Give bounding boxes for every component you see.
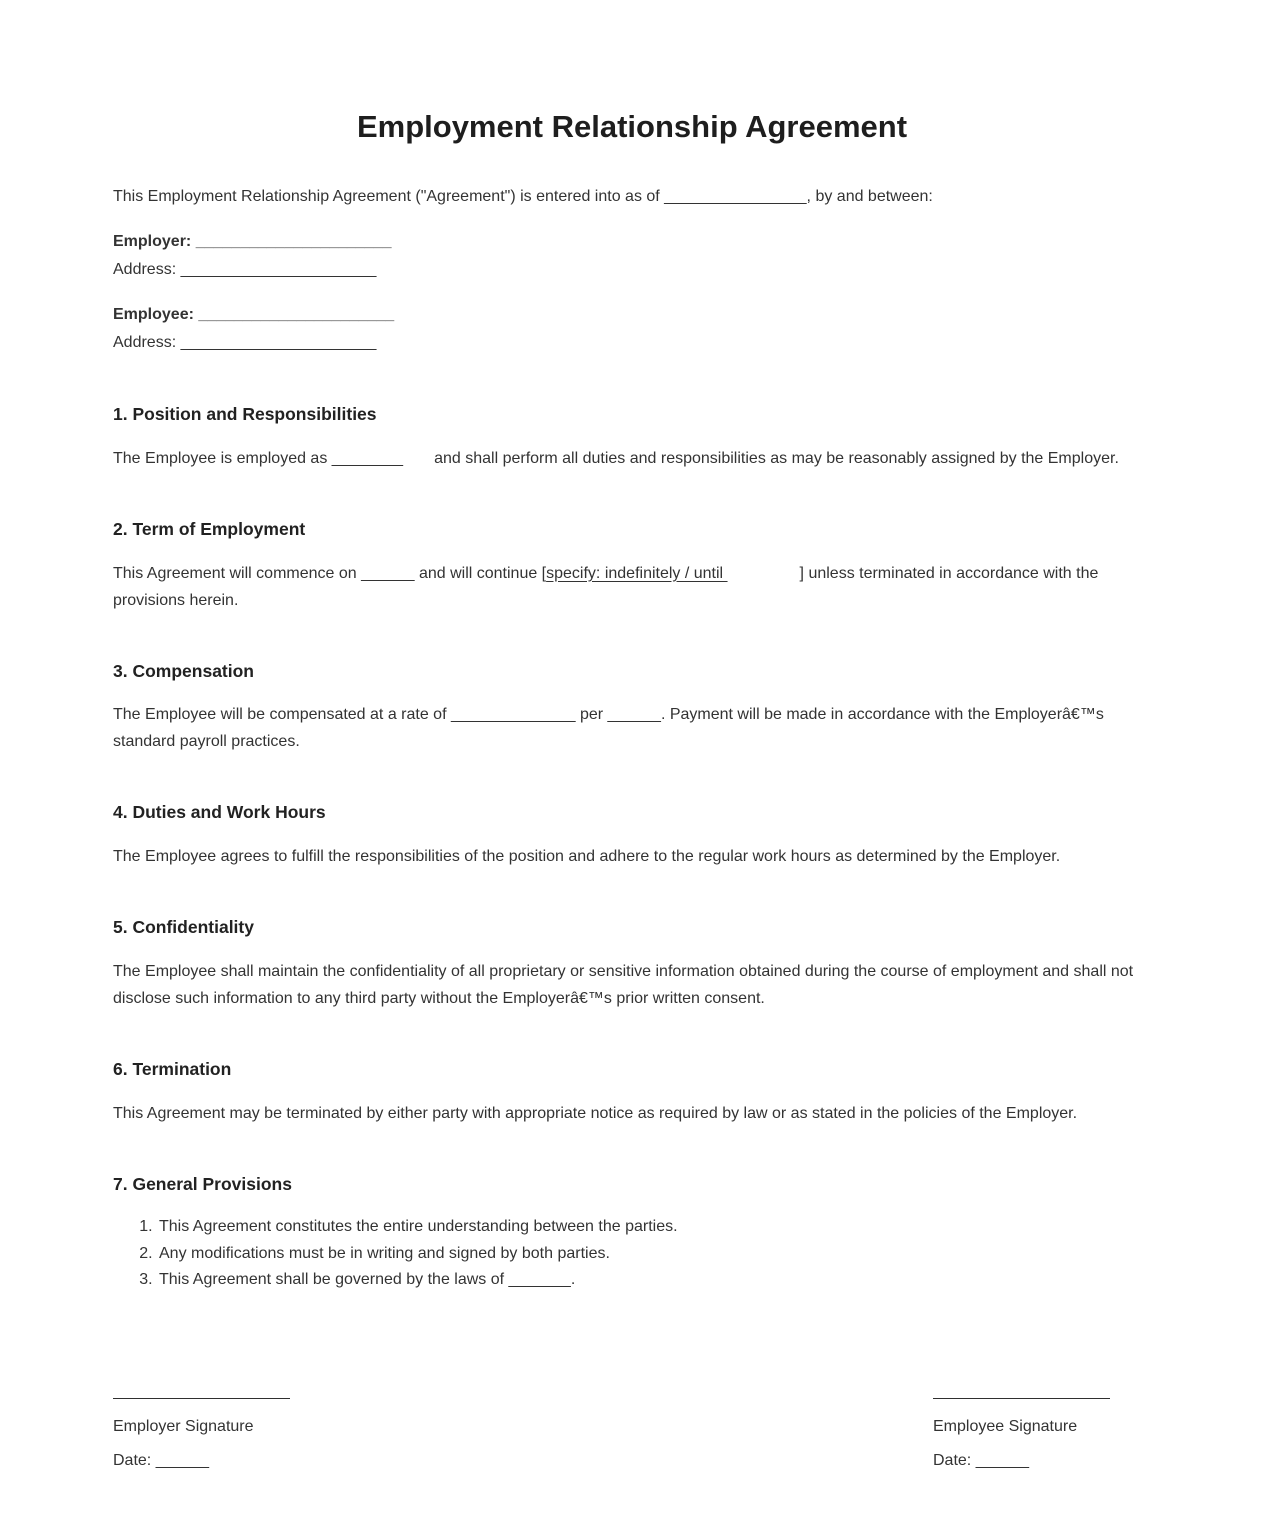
provision-item: 3. This Agreement shall be governed by the laws of _______.	[157, 1267, 1151, 1294]
section-position	[113, 403, 1151, 472]
employee-address-label: Address:	[113, 334, 177, 352]
employer-signature-block	[113, 1398, 290, 1474]
section-confidentiality-heading: 5. Confidentiality	[113, 917, 254, 938]
employee-address-line	[113, 329, 1151, 357]
section-termination	[113, 1058, 1151, 1127]
employee-block	[113, 301, 1151, 357]
employee-line	[113, 301, 1151, 329]
provision-item: 1. This Agreement constitutes the entire understanding between the parties.	[157, 1214, 1151, 1241]
section-confidentiality-body: The Employee shall maintain the confidentiality of all proprietary or sensitive information obtained during the course of employment and shall not disclose such information to any third party without the Employerâ€™s prior written consent.	[113, 962, 1134, 1007]
employer-address-blank: ______________________	[180, 261, 377, 279]
section-term-heading: 2. Term of Employment	[113, 518, 306, 539]
section-position-heading: 1. Position and Responsibilities	[113, 404, 377, 425]
term-text-before: This Agreement will commence on ______ and will continue [	[113, 564, 547, 582]
term-specify-underlined: specify: indefinitely / until	[546, 564, 728, 582]
section-compensation-body: The Employee will be compensated at a rate of ______________ per ______. Payment will be made in accordance with the Employerâ€™s standard payroll practices.	[113, 706, 1104, 751]
employer-line	[113, 228, 1151, 256]
employee-signature-line	[933, 1398, 1110, 1399]
section-compensation	[113, 660, 1151, 756]
section-duties	[113, 801, 1151, 870]
general-provisions-list	[113, 1214, 1151, 1294]
employer-label: Employer:	[113, 233, 192, 251]
section-term-body	[113, 560, 1151, 614]
employer-address-label: Address:	[113, 261, 177, 279]
section-general-provisions	[113, 1173, 1151, 1294]
section-compensation-heading: 3. Compensation	[113, 660, 254, 681]
employer-signature-line	[113, 1398, 290, 1399]
employer-signature-label: Employer Signature	[113, 1417, 254, 1435]
employer-date-line: Date: ______	[113, 1451, 210, 1469]
term-text-after: ] unless terminated in accordance with the provisions herein.	[113, 564, 1099, 609]
section-duties-heading: 4. Duties and Work Hours	[113, 802, 326, 823]
section-confidentiality	[113, 916, 1151, 1012]
employee-signature-block	[933, 1398, 1151, 1474]
employer-block	[113, 228, 1151, 284]
section-termination-heading: 6. Termination	[113, 1058, 232, 1079]
document-title: Employment Relationship Agreement	[356, 109, 908, 144]
employee-date-line: Date: ______	[933, 1451, 1030, 1469]
intro-paragraph: This Employment Relationship Agreement ("Agreement") is entered into as of ________________, by and between:	[113, 188, 933, 206]
section-position-body: The Employee is employed as ________ and shall perform all duties and responsibilities as may be reasonably assigned by the Employer.	[113, 449, 1119, 467]
employer-address-line	[113, 256, 1151, 284]
provision-item: 2. Any modifications must be in writing and signed by both parties.	[157, 1241, 1151, 1268]
section-duties-body: The Employee agrees to fulfill the responsibilities of the position and adhere to the regular work hours as determined by the Employer.	[113, 848, 1061, 866]
section-term	[113, 518, 1151, 614]
employee-address-blank: ______________________	[180, 334, 377, 352]
section-termination-body: This Agreement may be terminated by either party with appropriate notice as required by law or as stated in the policies of the Employer.	[113, 1104, 1078, 1122]
signature-section	[113, 1398, 1151, 1474]
employee-label: Employee:	[113, 306, 194, 324]
employee-signature-label: Employee Signature	[933, 1417, 1078, 1435]
employer-name-blank: ______________________	[195, 233, 392, 251]
employee-name-blank: ______________________	[198, 306, 395, 324]
section-general-provisions-heading: 7. General Provisions	[113, 1173, 292, 1194]
